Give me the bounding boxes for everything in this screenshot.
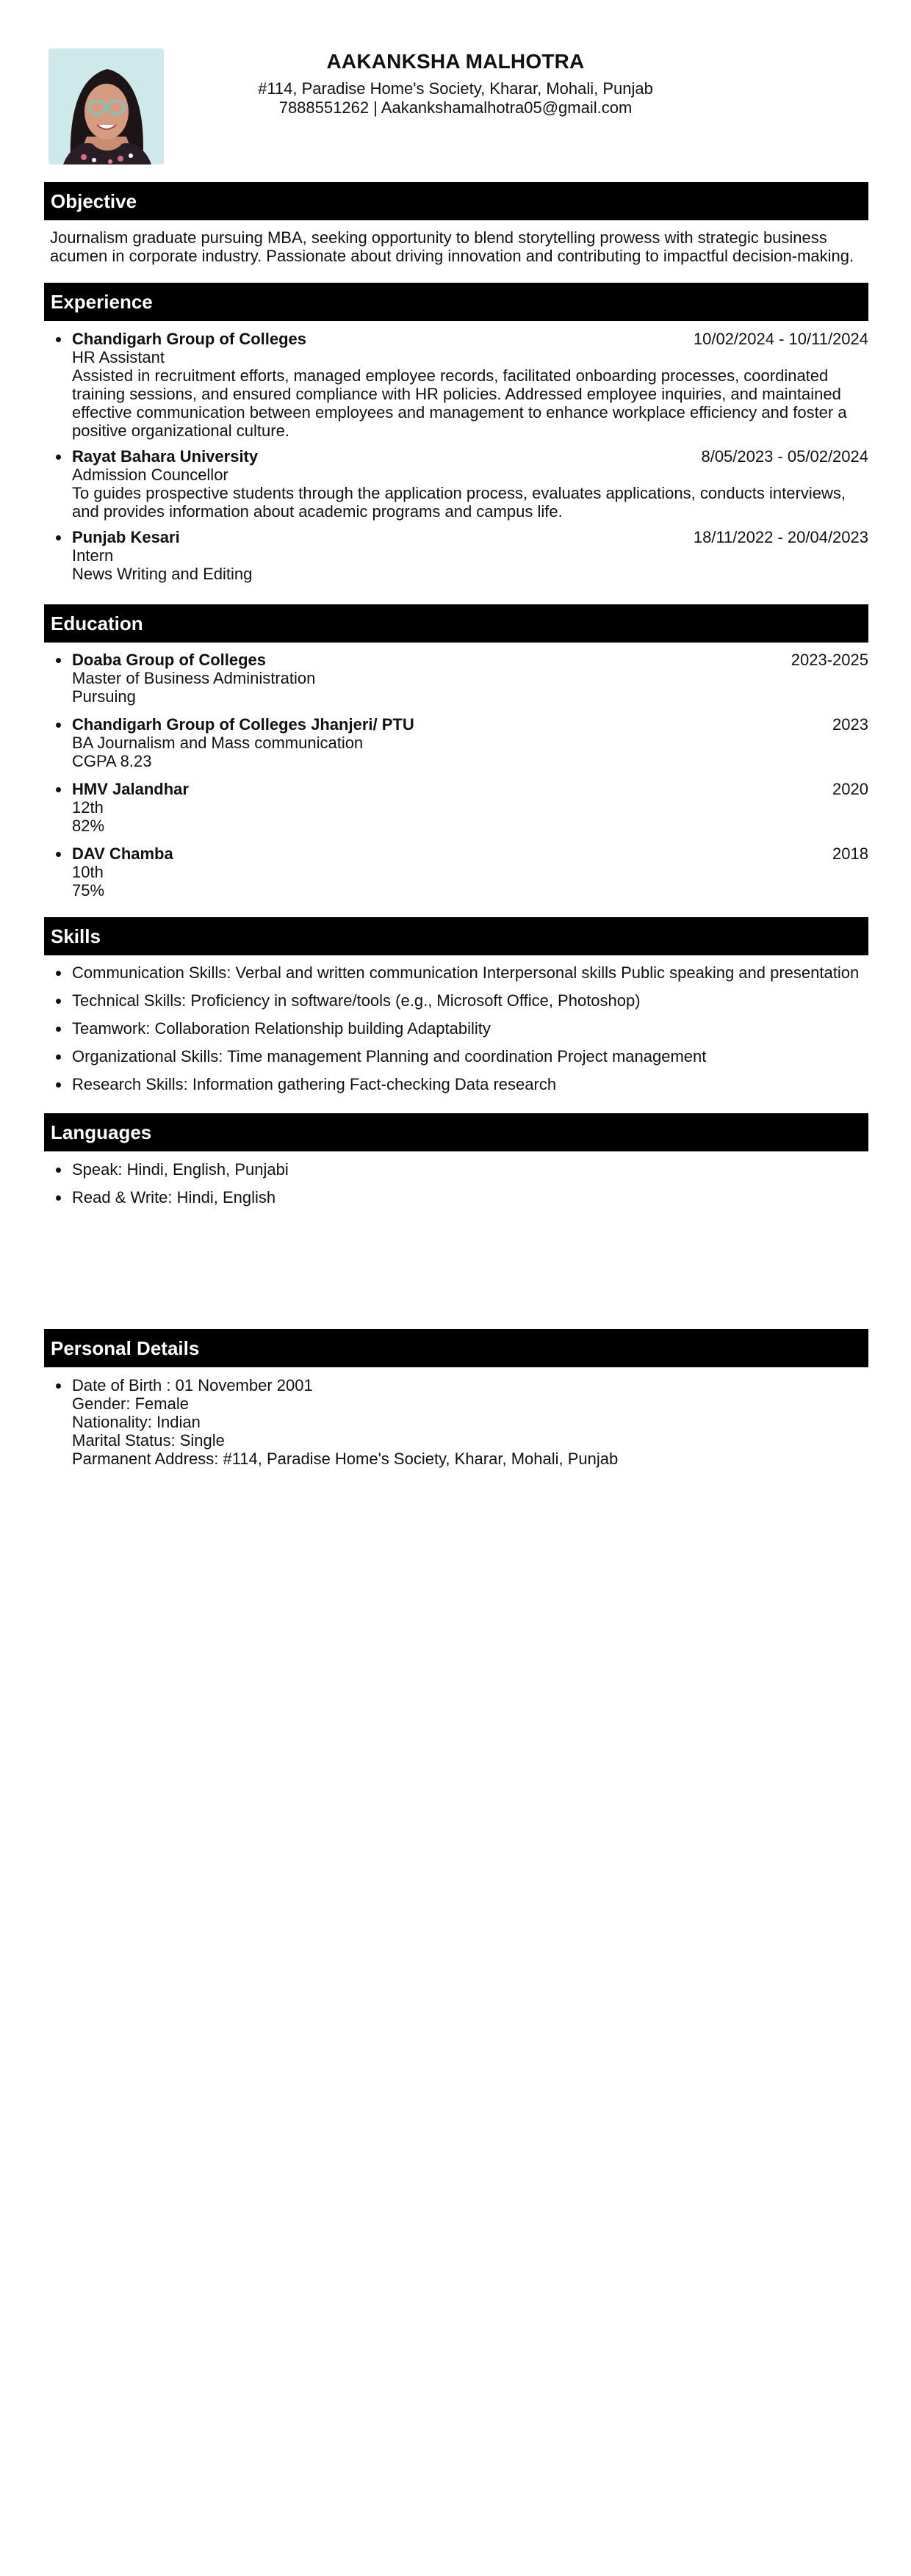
language-item: Read & Write: Hindi, English (44, 1188, 868, 1206)
skill-item: Research Skills: Information gathering Fact-checking Data research (44, 1075, 868, 1093)
education-institution: Doaba Group of Colleges (72, 651, 267, 669)
education-year: 2018 (832, 844, 868, 863)
experience-dates: 18/11/2022 - 20/04/2023 (693, 528, 868, 546)
personal-details-list (44, 1376, 868, 1468)
experience-dates: 8/05/2023 - 05/02/2024 (701, 447, 868, 466)
personal-details-item (44, 1376, 868, 1468)
skill-item: Teamwork: Collaboration Relationship building Adaptability (44, 1019, 868, 1038)
experience-description: Assisted in recruitment efforts, managed employee records, facilitated onboarding processes, coordinated training sessions, and ensured compliance with HR policies. Addressed employee inquiries, and maintained effective communication between employees and management to enhance workplace efficiency and foster a positive organizational culture. (72, 366, 847, 440)
marital-status: Marital Status: Single (72, 1431, 225, 1450)
education-institution: HMV Jalandhar (72, 780, 189, 798)
section-header-personal-details: Personal Details (44, 1329, 868, 1367)
education-list (44, 651, 868, 900)
section-header-education: Education (44, 604, 868, 643)
education-year: 2023 (832, 715, 868, 734)
education-result: Pursuing (72, 687, 136, 706)
experience-org: Chandigarh Group of Colleges (72, 330, 307, 348)
skill-item: Communication Skills: Verbal and written communication Interpersonal skills Public speaking and presentation (44, 963, 868, 982)
header-address: #114, Paradise Home's Society, Kharar, Mohali, Punjab (258, 79, 653, 98)
education-degree: BA Journalism and Mass communication (72, 734, 364, 752)
education-year: 2023-2025 (791, 651, 868, 669)
experience-org: Rayat Bahara University (72, 447, 259, 466)
language-item: Speak: Hindi, English, Punjabi (44, 1160, 868, 1179)
education-item (44, 651, 868, 706)
permanent-address: Parmanent Address: #114, Paradise Home's Society, Kharar, Mohali, Punjab (72, 1450, 619, 1468)
experience-description: News Writing and Editing (72, 565, 253, 583)
skills-list (44, 963, 868, 1093)
gender: Gender: Female (72, 1394, 189, 1413)
section-header-objective: Objective (44, 182, 868, 220)
skill-item: Technical Skills: Proficiency in software/tools (e.g., Microsoft Office, Photoshop) (44, 991, 868, 1010)
experience-role: Intern (72, 546, 114, 565)
education-year: 2020 (832, 780, 868, 798)
education-degree: 12th (72, 798, 104, 817)
experience-item (44, 330, 868, 440)
nationality: Nationality: Indian (72, 1413, 201, 1431)
experience-description: To guides prospective students through the application process, evaluates applications, conducts interviews, and provides information about academic programs and campus life. (72, 484, 846, 521)
resume-header (0, 0, 911, 176)
experience-item (44, 447, 868, 521)
education-institution: DAV Chamba (72, 844, 173, 863)
section-header-skills: Skills (44, 917, 868, 955)
experience-list (44, 330, 868, 583)
candidate-name: AAKANKSHA MALHOTRA (326, 50, 585, 73)
skill-item: Organizational Skills: Time management Planning and coordination Project management (44, 1047, 868, 1066)
date-of-birth: Date of Birth : 01 November 2001 (72, 1376, 313, 1394)
education-institution: Chandigarh Group of Colleges Jhanjeri/ PTU (72, 715, 414, 734)
education-item (44, 780, 868, 835)
education-result: 82% (72, 817, 105, 835)
objective-text: Journalism graduate pursuing MBA, seeking opportunity to blend storytelling prowess with strategic business acumen in corporate industry. Passionate about driving innovation and contributing to impactful decision-making. (50, 228, 854, 265)
experience-role: Admission Councellor (72, 466, 228, 484)
section-header-experience: Experience (44, 283, 868, 321)
header-contact: 7888551262 | Aakankshamalhotra05@gmail.com (278, 98, 633, 117)
experience-item (44, 528, 868, 583)
languages-list (44, 1160, 868, 1206)
profile-photo (48, 48, 164, 164)
education-degree: Master of Business Administration (72, 669, 316, 687)
experience-role: HR Assistant (72, 348, 165, 366)
education-result: 75% (72, 881, 105, 900)
education-item (44, 715, 868, 770)
education-degree: 10th (72, 863, 104, 881)
education-result: CGPA 8.23 (72, 752, 152, 770)
experience-org: Punjab Kesari (72, 528, 180, 546)
section-header-languages: Languages (44, 1113, 868, 1151)
education-item (44, 844, 868, 900)
experience-dates: 10/02/2024 - 10/11/2024 (693, 330, 868, 348)
